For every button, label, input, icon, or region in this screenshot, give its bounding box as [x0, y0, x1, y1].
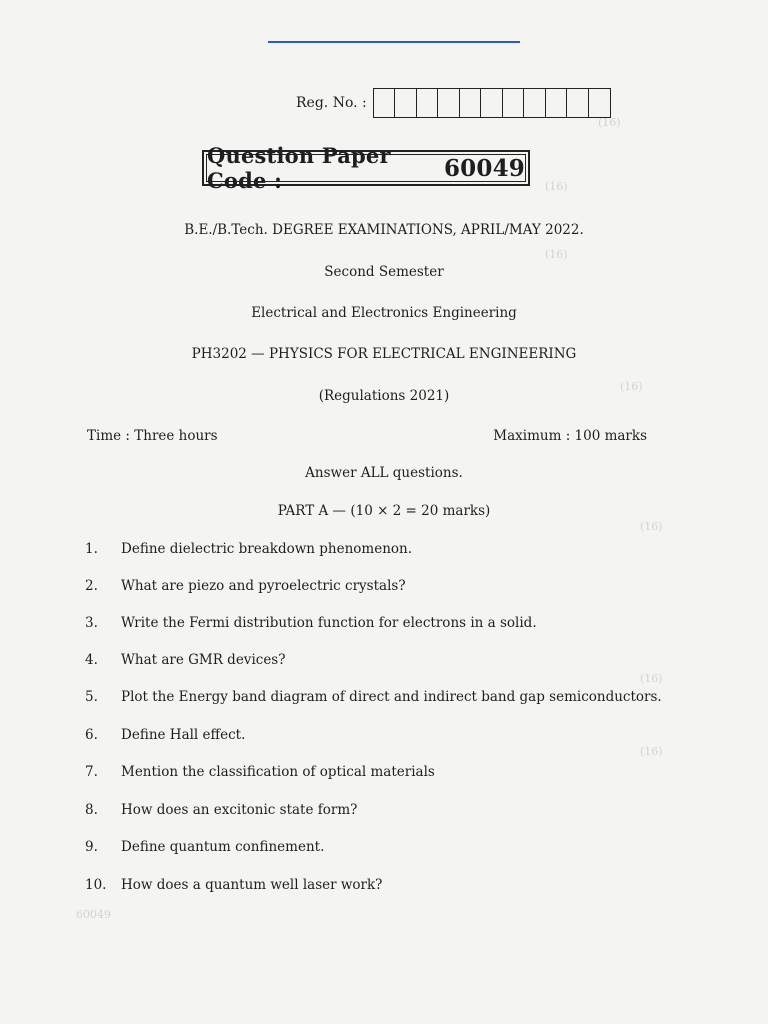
question-number: 10.	[85, 877, 107, 893]
question-text: What are GMR devices?	[121, 652, 286, 668]
bleed-through-mark: (16)	[545, 180, 568, 193]
reg-no-digit-box	[524, 89, 546, 117]
question-number: 4.	[85, 652, 98, 668]
question-paper-code-label: Question Paper Code :	[207, 143, 391, 193]
reg-no-digit-box	[567, 89, 589, 117]
part-heading: PART A — (10 × 2 = 20 marks)	[277, 503, 491, 519]
bleed-through-mark: 60049	[76, 908, 111, 921]
time-marks-row	[87, 428, 647, 444]
question-number: 1.	[85, 541, 98, 557]
bleed-through-mark: (16)	[545, 248, 568, 261]
question-item	[85, 727, 245, 743]
reg-no-digit-box	[395, 89, 417, 117]
bleed-through-mark: (16)	[640, 745, 663, 758]
bleed-through-mark: (16)	[620, 380, 643, 393]
question-item	[85, 839, 324, 855]
bleed-through-mark: (16)	[640, 520, 663, 533]
reg-no-digit-box	[481, 89, 503, 117]
question-text: Write the Fermi distribution function for electrons in a solid.	[121, 615, 537, 631]
reg-no-digit-box	[438, 89, 460, 117]
regulations: (Regulations 2021)	[318, 388, 450, 404]
question-text: How does an excitonic state form?	[121, 802, 358, 818]
question-item	[85, 764, 435, 780]
semester: Second Semester	[324, 264, 444, 280]
reg-no-digit-box	[460, 89, 482, 117]
question-text: Define quantum confinement.	[121, 839, 325, 855]
question-text: Mention the classification of optical materials	[121, 764, 435, 780]
reg-no-boxes	[373, 88, 612, 118]
reg-no-digit-box	[503, 89, 525, 117]
question-text: Define Hall effect.	[121, 727, 246, 743]
question-item	[85, 877, 382, 893]
reg-no-digit-box	[374, 89, 396, 117]
reg-no-digit-box	[417, 89, 439, 117]
question-number: 2.	[85, 578, 98, 594]
bleed-through-mark: (16)	[598, 116, 621, 129]
question-text: Define dielectric breakdown phenomenon.	[121, 541, 413, 557]
reg-no-digit-box	[589, 89, 611, 117]
question-paper-code: 60049	[443, 154, 525, 182]
question-item	[85, 615, 537, 631]
question-number: 5.	[85, 689, 98, 705]
bleed-through-mark: (16)	[640, 672, 663, 685]
question-number: 7.	[85, 764, 98, 780]
branch: Electrical and Electronics Engineering	[251, 305, 517, 321]
reg-no-label: Reg. No. :	[296, 95, 367, 111]
reg-no-digit-box	[546, 89, 568, 117]
top-blue-rule	[268, 41, 520, 43]
question-number: 3.	[85, 615, 98, 631]
degree-line: B.E./B.Tech. DEGREE EXAMINATIONS, APRIL/MAY 2022.	[184, 222, 584, 238]
question-item	[85, 541, 412, 557]
question-paper-code-box	[202, 143, 530, 193]
question-item	[85, 652, 285, 668]
question-text: What are piezo and pyroelectric crystals?	[121, 578, 406, 594]
question-number: 8.	[85, 802, 98, 818]
question-number: 6.	[85, 727, 98, 743]
instruction: Answer ALL questions.	[305, 465, 463, 481]
question-item	[85, 802, 357, 818]
reg-no-field	[296, 88, 611, 118]
question-item	[85, 689, 662, 705]
maximum-marks: Maximum : 100 marks	[493, 428, 647, 444]
question-text: Plot the Energy band diagram of direct and indirect band gap semiconductors.	[121, 689, 662, 705]
time-allowed: Time : Three hours	[87, 428, 218, 444]
question-item	[85, 578, 406, 594]
question-number: 9.	[85, 839, 98, 855]
question-text: How does a quantum well laser work?	[121, 877, 383, 893]
subject-title: PH3202 — PHYSICS FOR ELECTRICAL ENGINEERING	[191, 346, 577, 362]
